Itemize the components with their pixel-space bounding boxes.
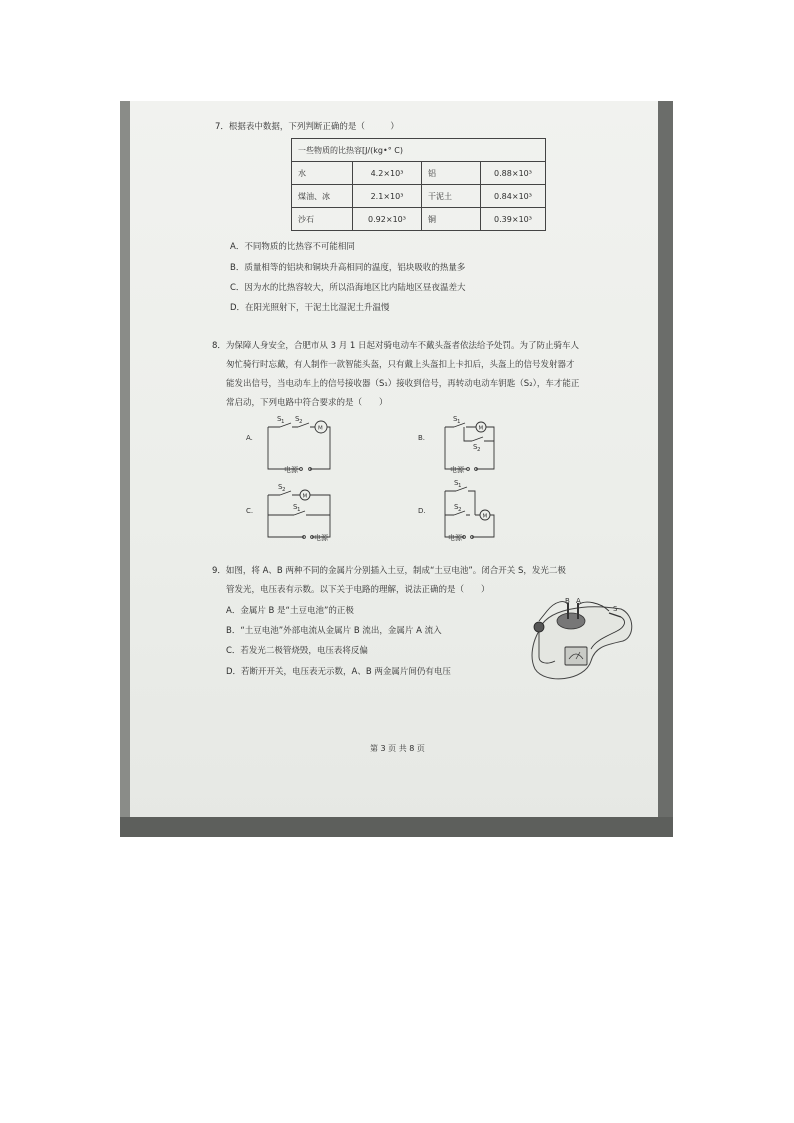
q8-line-4: 常启动，下列电路中符合要求的是（ ） bbox=[226, 398, 388, 408]
circuit-label: C. bbox=[246, 507, 254, 515]
power-source-label: 电源 bbox=[284, 466, 298, 473]
q8-line-3: 能发出信号，当电动车上的信号接收器（S₁）接收到信号，再转动电动车钥匙（S₂），车才能正 bbox=[226, 379, 580, 389]
circuit-label: A. bbox=[246, 434, 253, 442]
motor-symbol: M bbox=[318, 425, 323, 432]
potato-battery-figure bbox=[525, 597, 637, 687]
circuit-c bbox=[240, 479, 340, 541]
q7-option-c: C．因为水的比热容较大，所以沿海地区比内陆地区昼夜温差大 bbox=[230, 283, 466, 293]
photo-background-left bbox=[120, 101, 130, 837]
table-header: 一些物质的比热容[J/(kg•° C) bbox=[292, 139, 546, 162]
motor-symbol: M bbox=[302, 493, 308, 500]
table-cell: 0.39×10³ bbox=[481, 208, 546, 231]
q9-option-d: D．若断开开关，电压表无示数，A、B 两金属片间仍有电压 bbox=[226, 667, 451, 677]
q9-option-a: A．金属片 B 是“土豆电池”的正极 bbox=[226, 606, 354, 616]
power-source-label: 电源 bbox=[448, 534, 462, 541]
metal-plate-a bbox=[577, 603, 579, 619]
switch-subscript: 1 bbox=[458, 483, 462, 489]
switch-subscript: 2 bbox=[477, 447, 481, 453]
switch-label: S bbox=[277, 415, 282, 423]
q7-stem: 7．根据表中数据，下列判断正确的是（ ） bbox=[215, 122, 399, 132]
q9-line-1: 9．如图，将 A、B 两种不同的金属片分别插入土豆，制成“土豆电池”。闭合开关 S，发光二极 bbox=[212, 566, 566, 576]
circuit-label: D. bbox=[418, 507, 426, 515]
motor-symbol: M bbox=[482, 513, 488, 520]
switch-subscript: 2 bbox=[299, 419, 303, 425]
switch-subscript: 1 bbox=[457, 419, 461, 425]
switch-label: S bbox=[293, 503, 298, 511]
table-row bbox=[292, 185, 546, 208]
page-footer: 第 3 页 共 8 页 bbox=[370, 744, 425, 753]
switch-subscript: 2 bbox=[282, 487, 286, 493]
table-row bbox=[292, 208, 546, 231]
q7-option-d: D．在阳光照射下，干泥土比湿泥土升温慢 bbox=[230, 303, 390, 313]
q7-option-a: A．不同物质的比热容不可能相同 bbox=[230, 242, 355, 252]
voltmeter-icon bbox=[565, 647, 587, 665]
table-cell: 干泥土 bbox=[422, 185, 481, 208]
table-cell: 铜 bbox=[422, 208, 481, 231]
potato-icon bbox=[557, 613, 585, 629]
circuit-d bbox=[412, 475, 512, 541]
photo-background-bottom bbox=[120, 817, 673, 837]
q7-option-b: B．质量相等的铝块和铜块升高相同的温度，铝块吸收的热量多 bbox=[230, 263, 466, 273]
switch-subscript: 1 bbox=[281, 419, 285, 425]
table-cell: 0.84×10³ bbox=[481, 185, 546, 208]
circuit-a bbox=[240, 411, 340, 473]
switch-s-label: S bbox=[613, 605, 618, 613]
photo-frame bbox=[120, 101, 673, 837]
q8-line-2: 匆忙骑行时忘戴，有人制作一款智能头盔，只有戴上头盔扣上卡扣后，头盔上的信号发射器才 bbox=[226, 360, 575, 370]
q9-line-2: 管发光，电压表有示数。以下关于电路的理解，说法正确的是（ ） bbox=[226, 585, 490, 595]
switch-label: S bbox=[295, 415, 300, 423]
q8-line-1: 8．为保障人身安全，合肥市从 3 月 1 日起对骑电动车不戴头盔者依法给予处罚。为了防止骑车人 bbox=[212, 341, 580, 351]
photo-background-right bbox=[658, 101, 673, 837]
switch-label: S bbox=[453, 415, 458, 423]
switch-subscript: 2 bbox=[458, 507, 462, 513]
motor-symbol: M bbox=[478, 425, 484, 432]
q9-option-b: B．“土豆电池”外部电流从金属片 B 流出，金属片 A 流入 bbox=[226, 626, 442, 636]
table-cell: 0.92×10³ bbox=[353, 208, 422, 231]
table-cell: 水 bbox=[292, 162, 353, 185]
table-cell: 2.1×10³ bbox=[353, 185, 422, 208]
q9-option-c: C．若发光二极管烧毁，电压表将反偏 bbox=[226, 646, 368, 656]
table-cell: 煤油、冰 bbox=[292, 185, 353, 208]
table-cell: 0.88×10³ bbox=[481, 162, 546, 185]
table-cell: 4.2×10³ bbox=[353, 162, 422, 185]
led-icon bbox=[534, 622, 544, 632]
switch-label: S bbox=[454, 503, 459, 511]
table-cell: 铝 bbox=[422, 162, 481, 185]
table-cell: 沙石 bbox=[292, 208, 353, 231]
switch-label: S bbox=[473, 443, 478, 451]
power-source-label: 电源 bbox=[314, 534, 328, 541]
circuit-label: B. bbox=[418, 434, 426, 442]
switch-subscript: 1 bbox=[297, 507, 301, 513]
metal-plate-b bbox=[567, 603, 569, 619]
exam-paper bbox=[130, 101, 658, 837]
switch-label: S bbox=[454, 479, 459, 487]
switch-label: S bbox=[278, 483, 283, 491]
circuit-b bbox=[412, 411, 512, 473]
table-row bbox=[292, 162, 546, 185]
power-source-label: 电源 bbox=[450, 466, 464, 473]
specific-heat-table bbox=[291, 138, 546, 231]
plate-a-label: A bbox=[576, 597, 581, 605]
plate-b-label: B bbox=[565, 597, 570, 605]
